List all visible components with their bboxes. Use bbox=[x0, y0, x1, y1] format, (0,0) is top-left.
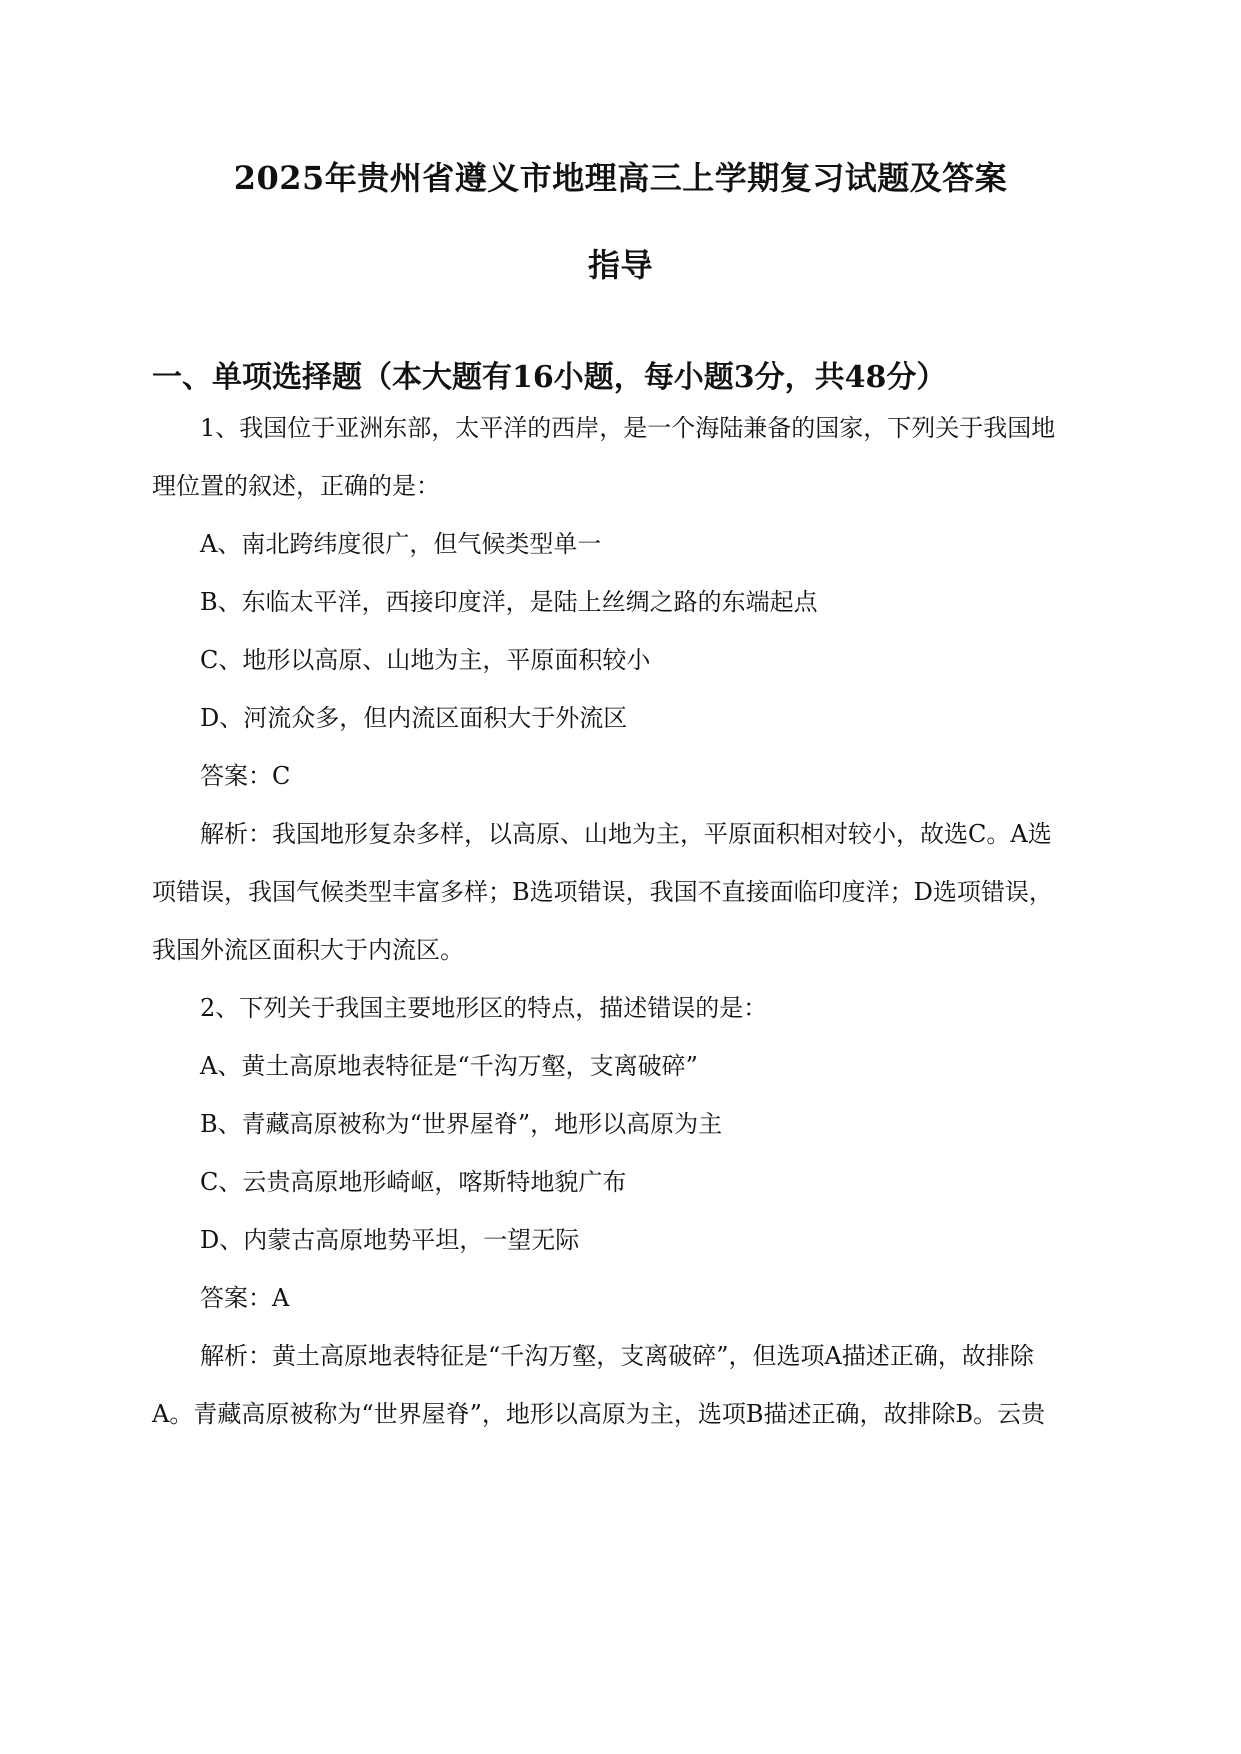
question-1-stem: 1、我国位于亚洲东部，太平洋的西岸，是一个海陆兼备的国家，下列关于我国地 bbox=[200, 414, 1056, 442]
question-2-answer: 答案：A bbox=[200, 1284, 290, 1312]
question-2-stem: 2、下列关于我国主要地形区的特点，描述错误的是： bbox=[200, 994, 768, 1022]
question-1-stem-continued: 理位置的叙述，正确的是： bbox=[152, 472, 440, 500]
question-2-option-b: B、青藏高原被称为“世界屋脊”，地形以高原为主 bbox=[200, 1110, 723, 1138]
question-1-answer: 答案：C bbox=[200, 762, 291, 790]
question-1-analysis: 解析：我国地形复杂多样，以高原、山地为主，平原面积相对较小，故选C。A选 bbox=[200, 820, 1052, 848]
question-1-option-d: D、河流众多，但内流区面积大于外流区 bbox=[200, 704, 628, 732]
question-2-analysis-continued: A。青藏高原被称为“世界屋脊”，地形以高原为主，选项B描述正确，故排除B。云贵 bbox=[152, 1400, 1046, 1428]
question-1-analysis-end: 我国外流区面积大于内流区。 bbox=[152, 936, 464, 964]
section-heading: 一、单项选择题（本大题有16小题，每小题3分，共48分） bbox=[152, 360, 947, 395]
question-2-option-a: A、黄土高原地表特征是“千沟万壑，支离破碎” bbox=[200, 1052, 698, 1080]
document-title-continued: 指导 bbox=[587, 246, 653, 284]
question-1-analysis-continued: 项错误，我国气候类型丰富多样；B选项错误，我国不直接面临印度洋；D选项错误， bbox=[152, 878, 1053, 906]
question-2-analysis: 解析：黄土高原地表特征是“千沟万壑，支离破碎”，但选项A描述正确，故排除 bbox=[200, 1342, 1034, 1370]
question-1-option-a: A、南北跨纬度很广，但气候类型单一 bbox=[200, 530, 602, 558]
question-2-option-d: D、内蒙古高原地势平坦，一望无际 bbox=[200, 1226, 580, 1254]
question-1-option-c: C、地形以高原、山地为主，平原面积较小 bbox=[200, 646, 651, 674]
document-title: 2025年贵州省遵义市地理高三上学期复习试题及答案 bbox=[233, 159, 1008, 197]
question-1-option-b: B、东临太平洋，西接印度洋，是陆上丝绸之路的东端起点 bbox=[200, 588, 818, 616]
question-2-option-c: C、云贵高原地形崎岖，喀斯特地貌广布 bbox=[200, 1168, 627, 1196]
